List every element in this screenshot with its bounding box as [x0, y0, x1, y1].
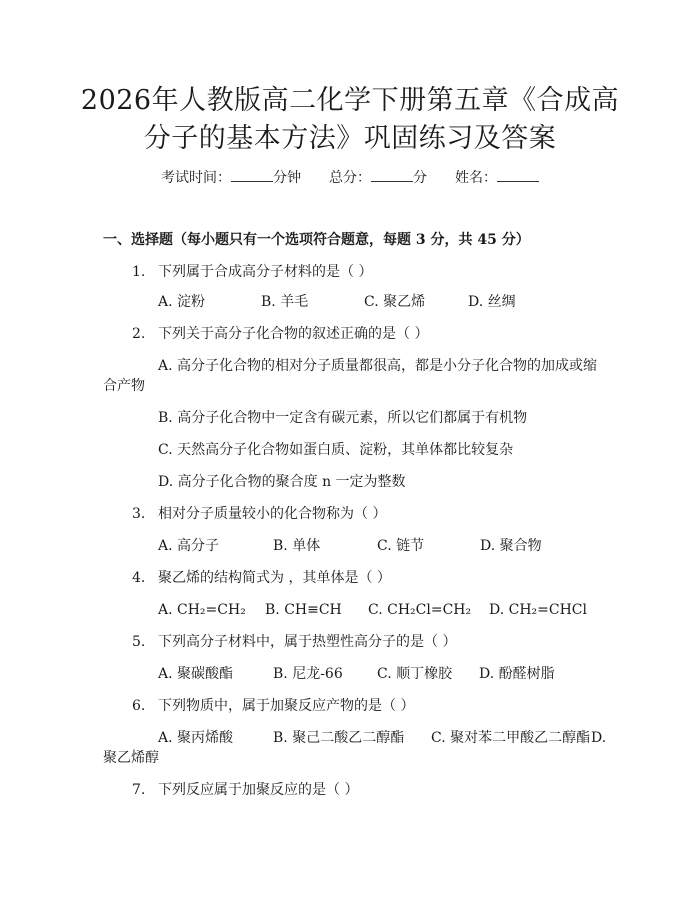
question-5: [132, 632, 456, 652]
question-4: [132, 568, 391, 588]
question-stem: 下列关于高分子化合物的叙述正确的是（ ）: [158, 326, 429, 342]
option-b: B. 单体: [273, 538, 321, 554]
option-d: D. 聚合物: [480, 538, 542, 554]
question-3: [132, 504, 386, 524]
option-a: A. CH₂=CH₂: [158, 602, 246, 618]
option-b: B. 尼龙-66: [273, 666, 343, 682]
option-b: B. CH≡CH: [265, 602, 342, 618]
option-c: C. 聚乙烯: [364, 294, 426, 310]
question-1: [132, 262, 372, 282]
question-stem: 相对分子质量较小的化合物称为（ ）: [158, 506, 387, 522]
option-d: D. 丝绸: [468, 294, 516, 310]
question-2-option-a-continued: 合产物: [103, 378, 145, 394]
question-7: [132, 780, 358, 800]
time-label: 考试时间：: [161, 170, 231, 186]
section-heading-multiple-choice: 一、选择题（每小题只有一个选项符合题意，每题 3 分，共 45 分）: [103, 232, 530, 248]
option-a: A. 聚碳酸酯: [158, 666, 234, 682]
score-unit: 分: [413, 170, 427, 186]
option-c: C. 链节: [377, 538, 425, 554]
question-stem: 下列高分子材料中，属于热塑性高分子的是（ ）: [158, 634, 457, 650]
question-number: 7.: [132, 782, 146, 798]
question-number: 2.: [132, 326, 146, 342]
question-4-options: [158, 600, 587, 620]
question-number: 5.: [132, 634, 146, 650]
question-2-option-d: D. 高分子化合物的聚合度 n 一定为整数: [158, 474, 406, 490]
question-2: [132, 324, 428, 344]
question-2-option-c: C. 天然高分子化合物如蛋白质、淀粉，其单体都比较复杂: [158, 442, 514, 458]
time-unit: 分钟: [273, 170, 301, 186]
question-number: 6.: [132, 698, 146, 714]
option-d: D. CH₂=CHCl: [489, 602, 587, 618]
question-stem: 聚乙烯的结构简式为 ，其单体是（ ）: [158, 570, 391, 586]
option-d: D. 酚醛树脂: [479, 666, 555, 682]
score-label: 总分：: [329, 170, 371, 186]
question-6: [132, 696, 414, 716]
question-stem: 下列反应属于加聚反应的是（ ）: [158, 782, 359, 798]
option-c: C. CH₂Cl=CH₂: [368, 602, 472, 618]
question-stem: 下列属于合成高分子材料的是（ ）: [158, 264, 373, 280]
document-title-line-1: 2026年人教版高二化学下册第五章《合成高: [80, 85, 620, 116]
question-6-options: [158, 728, 606, 748]
exam-meta: [0, 168, 700, 188]
question-number: 3.: [132, 506, 146, 522]
question-3-options: [158, 536, 542, 556]
option-b: B. 羊毛: [261, 294, 309, 310]
question-1-options: [158, 292, 516, 312]
option-a: A. 高分子: [158, 538, 220, 554]
option-b: B. 聚己二酸乙二醇酯: [273, 730, 405, 746]
question-2-option-b: B. 高分子化合物中一定含有碳元素，所以它们都属于有机物: [158, 410, 528, 426]
question-number: 1.: [132, 264, 146, 280]
name-blank: [497, 169, 539, 182]
question-2-option-a: A. 高分子化合物的相对分子质量都很高，都是小分子化合物的加成或缩: [158, 358, 598, 374]
score-blank: [371, 169, 413, 182]
question-stem: 下列物质中，属于加聚反应产物的是（ ）: [158, 698, 415, 714]
time-blank: [231, 169, 273, 182]
option-a: A. 聚丙烯酸: [158, 730, 234, 746]
question-number: 4.: [132, 570, 146, 586]
document-title-line-2: 分子的基本方法》巩固练习及答案: [143, 123, 557, 154]
name-label: 姓名：: [455, 170, 497, 186]
option-d: D.: [591, 730, 607, 746]
question-6-option-d-continued: 聚乙烯醇: [103, 750, 159, 766]
option-a: A. 淀粉: [158, 294, 206, 310]
option-c: C. 聚对苯二甲酸乙二醇酯: [431, 730, 591, 746]
question-5-options: [158, 664, 555, 684]
option-c: C. 顺丁橡胶: [377, 666, 453, 682]
